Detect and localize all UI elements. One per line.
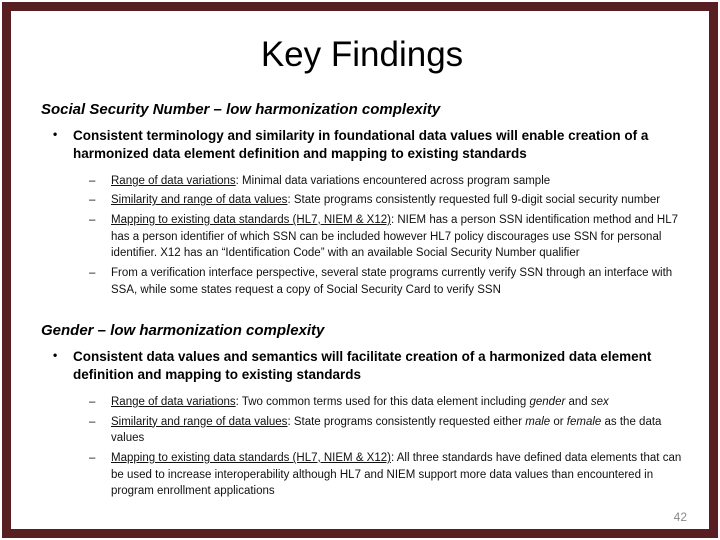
dash-marker: – — [89, 451, 96, 464]
italic-term: male — [525, 415, 551, 428]
sub-bullet-item — [89, 173, 683, 190]
slide-title: Key Findings — [260, 35, 464, 74]
section-heading: Gender – low harmonization complexity — [41, 322, 325, 340]
sub-bullet-text — [111, 212, 683, 262]
section-heading: Social Security Number – low harmonization complexity — [41, 101, 441, 118]
sub-bullet-item — [89, 450, 683, 500]
bullet-item — [53, 127, 683, 163]
sub-bullet-item — [89, 394, 683, 411]
text-part: : Minimal data variations encountered across program sample — [235, 174, 551, 187]
underlined-lead: Similarity and range of data values — [111, 194, 288, 207]
text-part: : State programs consistently requested either — [287, 415, 526, 428]
dash-marker: – — [89, 266, 96, 279]
sub-bullet-text — [111, 414, 683, 447]
dash-marker: – — [89, 194, 96, 207]
section-ssn — [41, 101, 683, 298]
sub-bullet-item — [89, 414, 683, 447]
text-part: From a verification interface perspective, several state programs currently verify SSN through an interface with SSA, while some states request a copy of Social Security Card to verify SSN — [111, 266, 673, 296]
bullet-item — [53, 348, 683, 384]
sub-bullet-text — [111, 265, 683, 298]
sub-bullet-text — [111, 394, 683, 411]
dash-marker: – — [89, 415, 96, 428]
bullet-marker: • — [53, 127, 58, 141]
text-part: as the data values — [111, 415, 662, 445]
sub-bullet-item — [89, 265, 683, 298]
text-part: or — [550, 415, 567, 428]
bullet-text: Consistent terminology and similarity in foundational data values will enable creation of a harmonized data element definition and mapping to existing standards — [73, 128, 649, 161]
text-part: : Two common terms used for this data element including — [235, 395, 530, 408]
dash-marker: – — [89, 174, 96, 187]
italic-term: female — [566, 415, 602, 428]
text-part: : NIEM has a person SSN identification method and HL7 has a person identifier of which SSN can be included however HL7 policy discourages use SSN for personal identifier. X12 has an “Identification Code” with an available Social Security Number qualifier — [111, 213, 679, 260]
sub-bullet-text — [111, 192, 683, 209]
section-gender — [41, 322, 683, 500]
underlined-lead: Mapping to existing data standards (HL7, NIEM & X12) — [111, 451, 391, 464]
dash-marker: – — [89, 213, 96, 226]
text-part: : State programs consistently requested full 9-digit social security number — [287, 194, 661, 207]
sub-bullet-text — [111, 173, 683, 190]
bullet-marker: • — [53, 348, 58, 363]
sub-bullet-item — [89, 212, 683, 262]
slide-content — [11, 11, 709, 500]
sub-bullet-text — [111, 450, 683, 500]
underlined-lead: Similarity and range of data values — [111, 415, 288, 428]
underlined-lead: Mapping to existing data standards (HL7, NIEM & X12) — [111, 213, 391, 226]
slide — [2, 2, 718, 538]
text-part: : All three standards have defined data elements that can be used to increase interoperability although HL7 and NIEM support more data values than encountered in program enrollment applications — [111, 451, 682, 498]
underlined-lead: Range of data variations — [111, 174, 236, 187]
underlined-lead: Range of data variations — [111, 395, 236, 408]
italic-term: sex — [590, 395, 609, 408]
italic-term: gender — [529, 395, 566, 408]
page-number: 42 — [673, 510, 687, 524]
dash-marker: – — [89, 395, 96, 408]
bullet-text: Consistent data values and semantics will facilitate creation of a harmonized data element definition and mapping to existing standards — [73, 349, 652, 383]
text-part: and — [565, 395, 591, 408]
sub-bullet-item — [89, 192, 683, 209]
